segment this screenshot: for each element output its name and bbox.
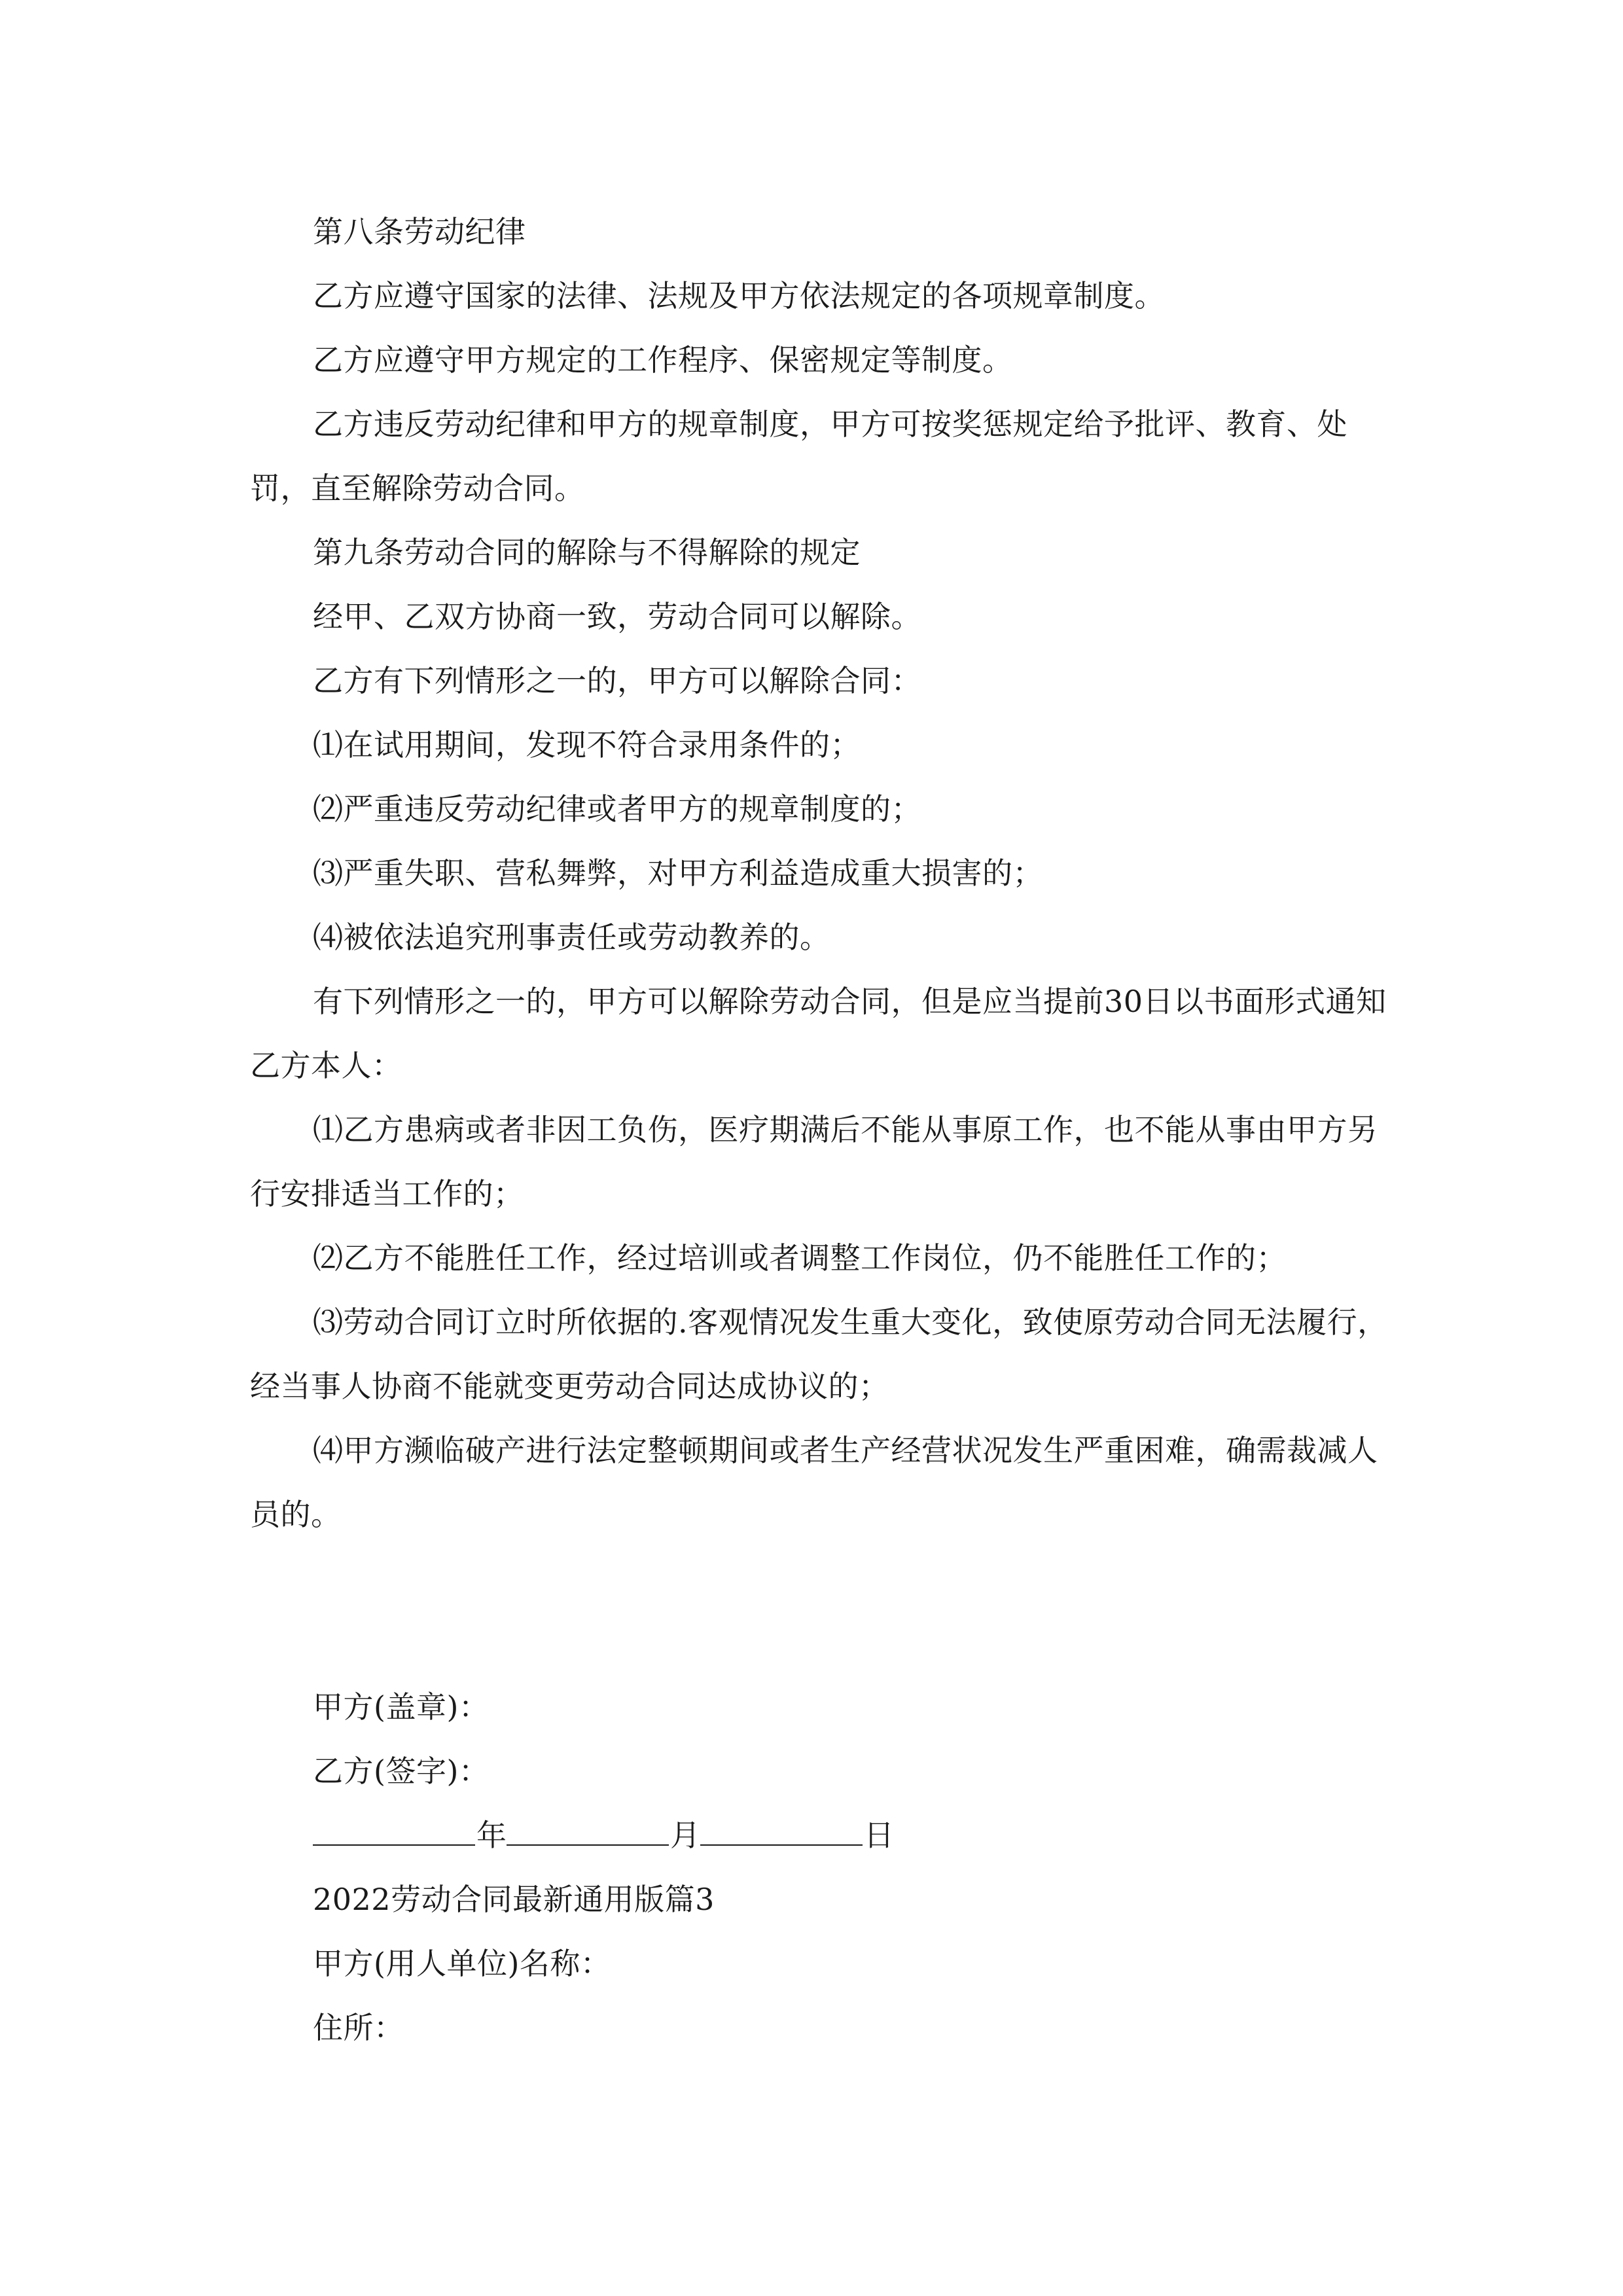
month-label: 月 bbox=[670, 1818, 700, 1853]
date-line bbox=[250, 1803, 1402, 1867]
year-blank bbox=[313, 1814, 475, 1846]
list-item: ⑷甲方濒临破产进行法定整顿期间或者生产经营状况发生严重困难，确需裁减人员的。 bbox=[250, 1433, 1378, 1532]
document-body bbox=[250, 200, 1402, 2060]
address-label: 住所： bbox=[313, 2010, 404, 2045]
list-item: ⑷被依法追究刑事责任或劳动教养的。 bbox=[313, 920, 830, 955]
day-blank bbox=[700, 1814, 863, 1846]
paragraph: 有下列情形之一的，甲方可以解除劳动合同，但是应当提前30日以书面形式通知乙方本人： bbox=[250, 984, 1387, 1083]
day-label: 日 bbox=[864, 1818, 894, 1853]
list-item: ⑴乙方患病或者非因工负伤，医疗期满后不能从事原工作，也不能从事由甲方另行安排适当工作的； bbox=[250, 1112, 1378, 1211]
spacer bbox=[250, 1547, 1402, 1675]
party-b-sign-label: 乙方(签字)： bbox=[313, 1753, 490, 1789]
list-item: ⑵乙方不能胜任工作，经过培训或者调整工作岗位，仍不能胜任工作的； bbox=[313, 1240, 1287, 1276]
list-item: ⑶严重失职、营私舞弊，对甲方利益造成重大损害的； bbox=[313, 855, 1043, 891]
paragraph: 乙方应遵守甲方规定的工作程序、保密规定等制度。 bbox=[313, 342, 1013, 378]
paragraph: 乙方违反劳动纪律和甲方的规章制度，甲方可按奖惩规定给予批评、教育、处罚，直至解除劳动合同。 bbox=[250, 406, 1347, 506]
list-item: ⑶劳动合同订立时所依据的.客观情况发生重大变化，致使原劳动合同无法履行，经当事人协商不能就变更劳动合同达成协议的； bbox=[250, 1304, 1388, 1404]
paragraph: 乙方有下列情形之一的，甲方可以解除合同： bbox=[313, 663, 921, 698]
year-label: 年 bbox=[476, 1818, 507, 1853]
paragraph: 乙方应遵守国家的法律、法规及甲方依法规定的各项规章制度。 bbox=[313, 278, 1165, 314]
month-blank bbox=[507, 1814, 669, 1846]
article-9-heading: 第九条劳动合同的解除与不得解除的规定 bbox=[313, 535, 861, 570]
employer-name-label: 甲方(用人单位)名称： bbox=[313, 1946, 611, 1981]
section-title: 2022劳动合同最新通用版篇3 bbox=[313, 1882, 715, 1917]
party-a-seal-label: 甲方(盖章)： bbox=[313, 1689, 490, 1725]
list-item: ⑴在试用期间，发现不符合录用条件的； bbox=[313, 727, 861, 762]
paragraph: 经甲、乙双方协商一致，劳动合同可以解除。 bbox=[313, 599, 921, 634]
list-item: ⑵严重违反劳动纪律或者甲方的规章制度的； bbox=[313, 791, 921, 827]
article-8-heading: 第八条劳动纪律 bbox=[313, 214, 526, 249]
